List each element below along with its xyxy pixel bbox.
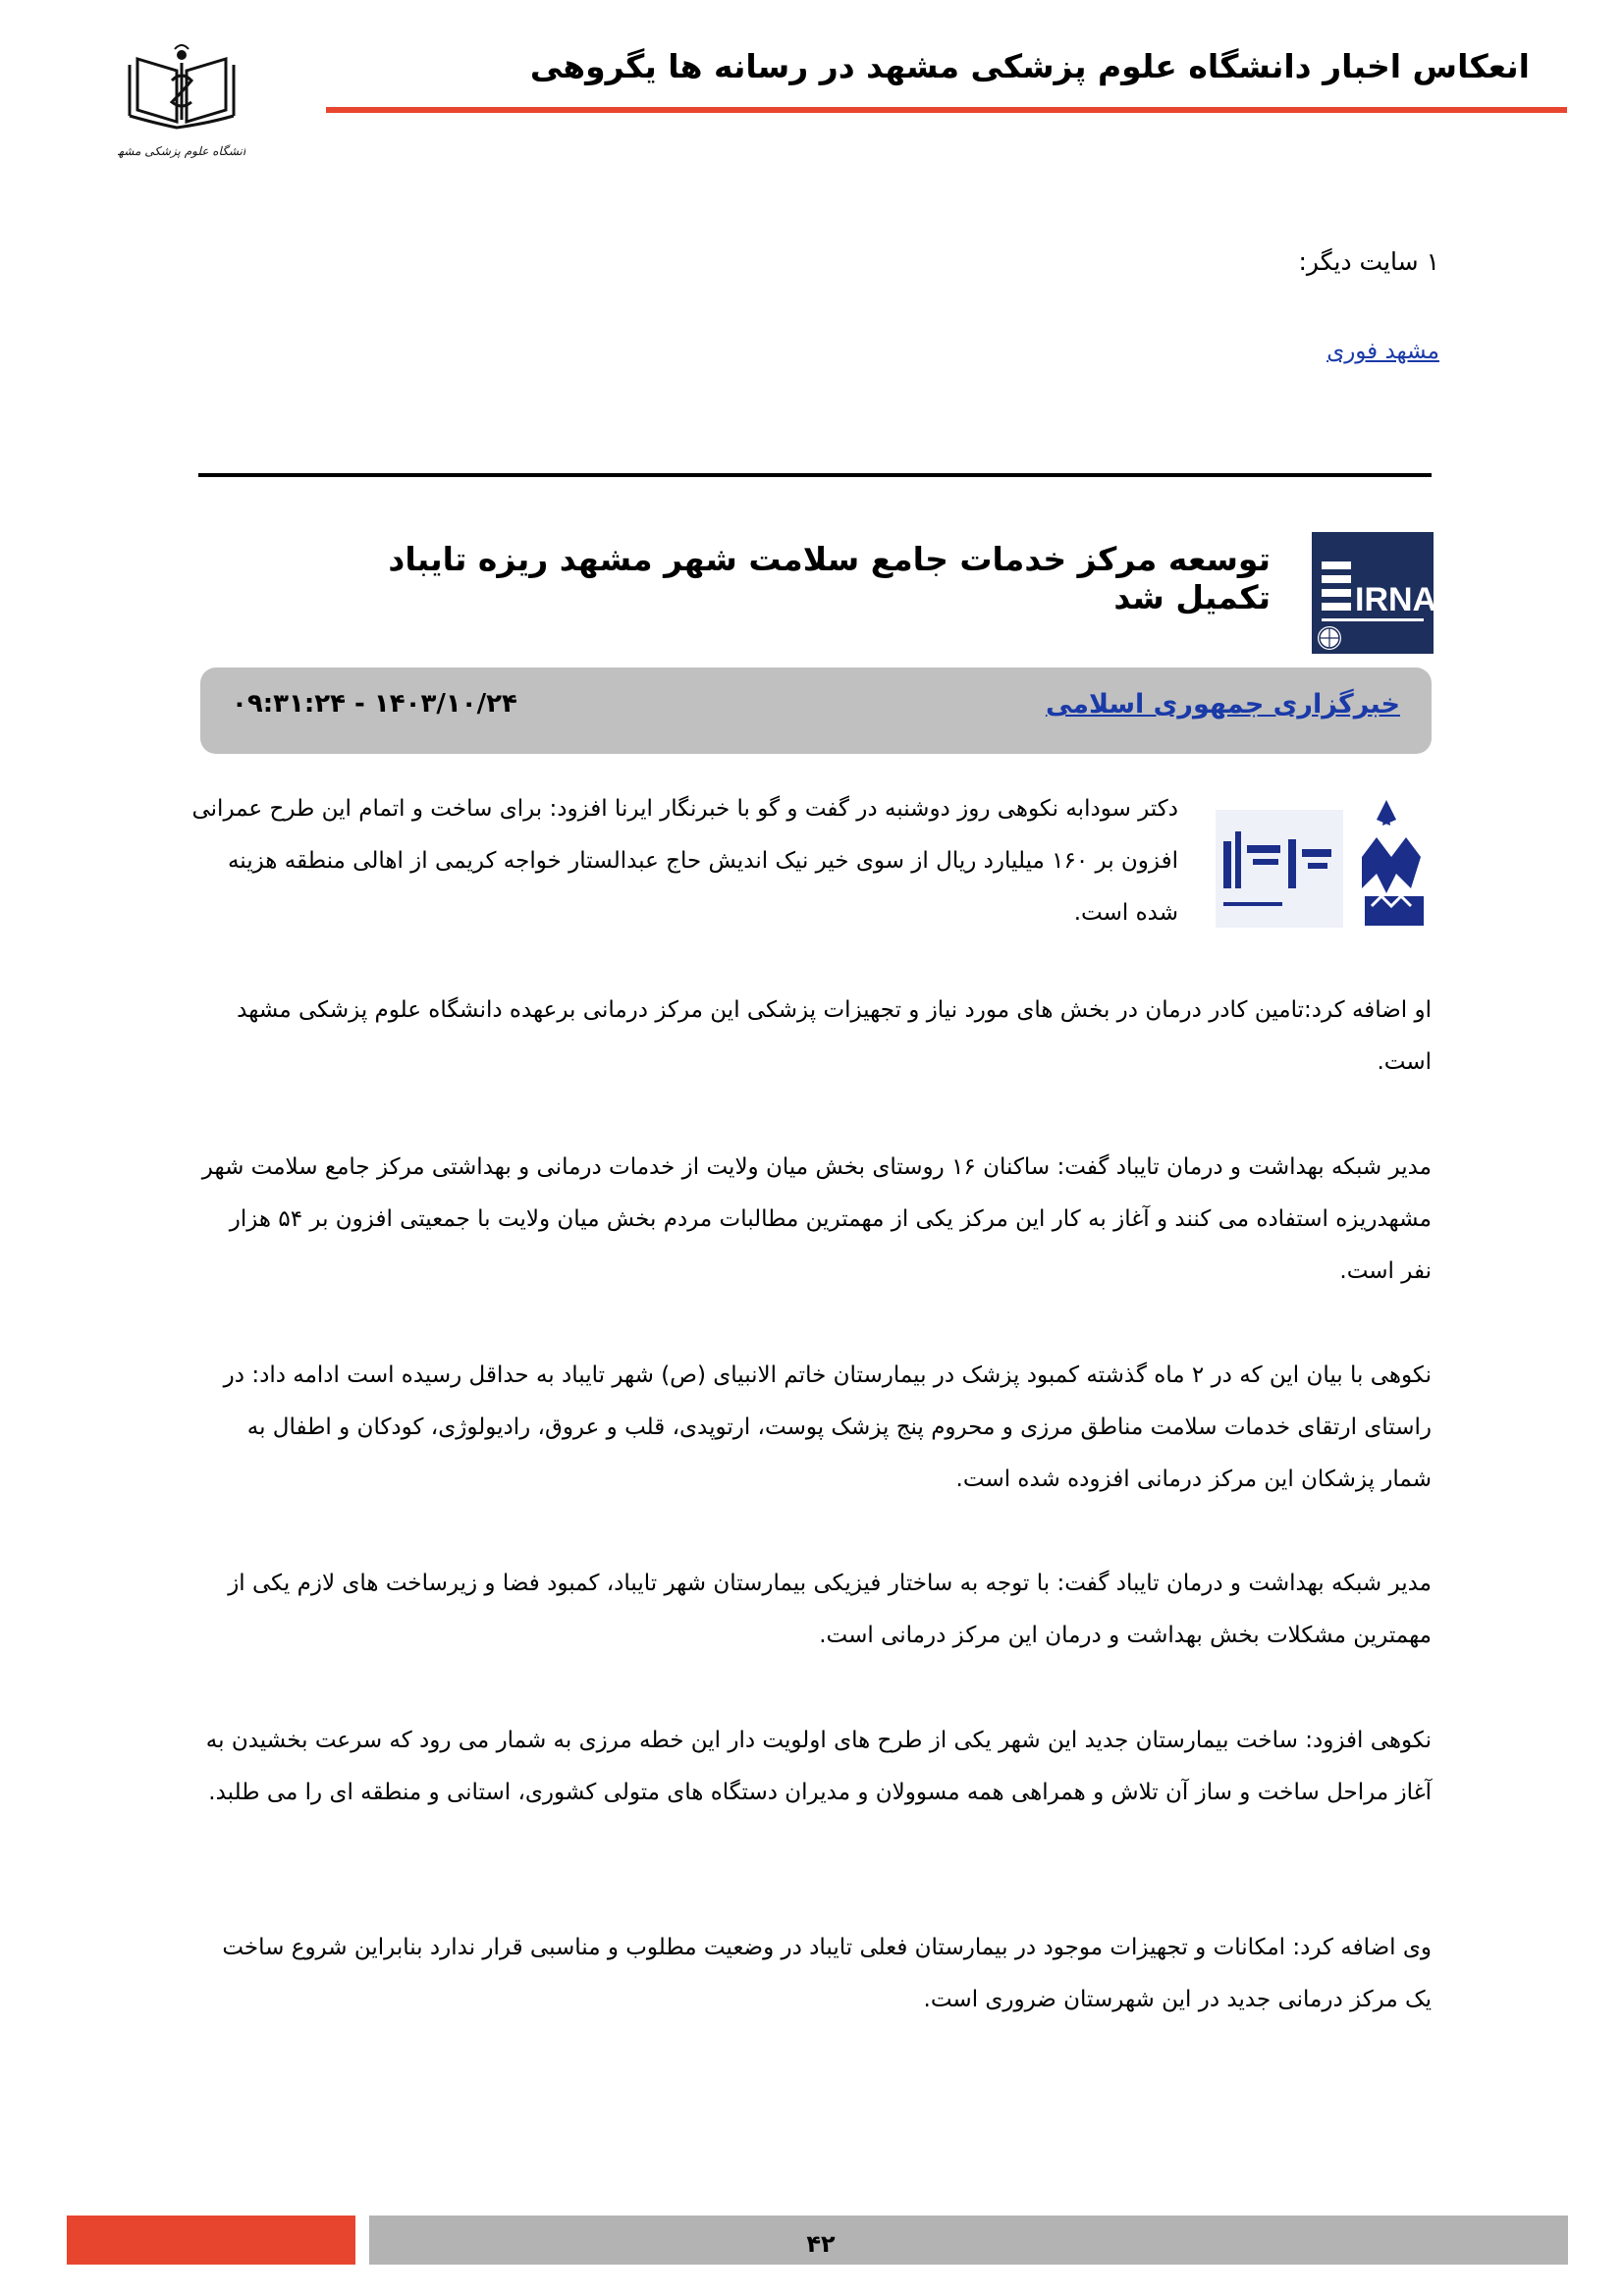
news-paragraph: مدیر شبکه بهداشت و درمان تایباد گفت: ساکنان ۱۶ روستای بخش میان ولایت از خدمات درمانی و بهداشتی مرکز جامع سلامت شهر مشهدریزه استفاده می کنند و آغاز به کار این مرکز یکی از مهمترین مطالبات مردم بخش میان ولایت با جمعیتی افزون بر ۵۴ هزار نفر است. — [201, 1154, 1432, 1284]
news-paragraph: او اضافه کرد:تامین کادر درمان در بخش های مورد نیاز و تجهیزات پزشکی این مرکز درمانی برعهده دانشگاه علوم پزشکی مشهد است. — [237, 997, 1432, 1075]
other-sites-label: ۱ سایت دیگر: — [1298, 247, 1439, 276]
section-divider — [198, 473, 1432, 477]
news-datetime: ۰۹:۳۱:۲۴ - ۱۴۰۳/۱۰/۲۴ — [232, 689, 517, 719]
irna-logo — [1312, 532, 1434, 654]
irna-logo-text: IRNA — [1355, 581, 1434, 618]
news-paragraph: نکوهی با بیان این که در ۲ ماه گذشته کمبود پزشک در بیمارستان خاتم الانبیای (ص) شهر تایباد به حداقل رسیده است ادامه داد: در راستای ارتقای خدمات سلامت مناطق مرزی و محروم پنج پزشک پوست، ارتوپدی، قلب و عروق، رادیولوژی، کودکان و اطفال به شمار پزشکان این مرکز درمانی افزوده شده است. — [223, 1362, 1432, 1492]
site-link[interactable]: مشهد فوری — [1326, 339, 1439, 364]
news-paragraph: دکتر سودابه نکوهی روز دوشنبه در گفت و گو با خبرنگار ایرنا افزود: برای ساخت و اتمام این طرح عمرانی افزون بر ۱۶۰ میلیارد ریال از سوی خیر نیک اندیش حاج عبدالستار خواجه کریمی از اهالی منطقه هزینه شده است. — [191, 796, 1178, 926]
news-paragraph: نکوهی افزود: ساخت بیمارستان جدید این شهر یکی از طرح های اولویت دار این خطه مرزی به شمار می رود که سرعت بخشیدن به آغاز مراحل ساخت و ساز آن تلاش و همراهی همه مسوولان و مدیران دستگاه های متولی کشوری، استانی و منطقه ای را می طلبد. — [205, 1728, 1432, 1805]
header-divider — [326, 107, 1567, 113]
news-paragraph: مدیر شبکه بهداشت و درمان تایباد گفت: با توجه به ساختار فیزیکی بیمارستان شهر تایباد، کمبود فضا و زیرساخت های لازم یکی از مهمترین مشکلات بخش بهداشت و درمان این مرکز درمانی است. — [228, 1571, 1432, 1648]
news-title: توسعه مرکز خدمات جامع سلامت شهر مشهد ریزه تایباد تکمیل شد — [388, 540, 1271, 616]
footer-accent-bar — [67, 2216, 355, 2265]
news-agency-image — [1200, 780, 1435, 959]
source-link[interactable]: خبرگزاری جمهوری اسلامی — [1045, 689, 1400, 720]
page-number: ۴۲ — [806, 2230, 836, 2258]
logo-caption: دانشگاه علوم پزشکی مشهد — [118, 144, 245, 158]
university-logo — [118, 41, 245, 169]
header-title: انعکاس اخبار دانشگاه علوم پزشکی مشهد در رسانه ها یگروهی — [529, 47, 1530, 85]
news-paragraph: وی اضافه کرد: امکانات و تجهیزات موجود در بیمارستان فعلی تایباد در وضعیت مطلوب و مناسبی قرار ندارد بنابراین شروع ساخت یک مرکز درمانی جدید در این شهرستان ضروری است. — [222, 1935, 1432, 2012]
